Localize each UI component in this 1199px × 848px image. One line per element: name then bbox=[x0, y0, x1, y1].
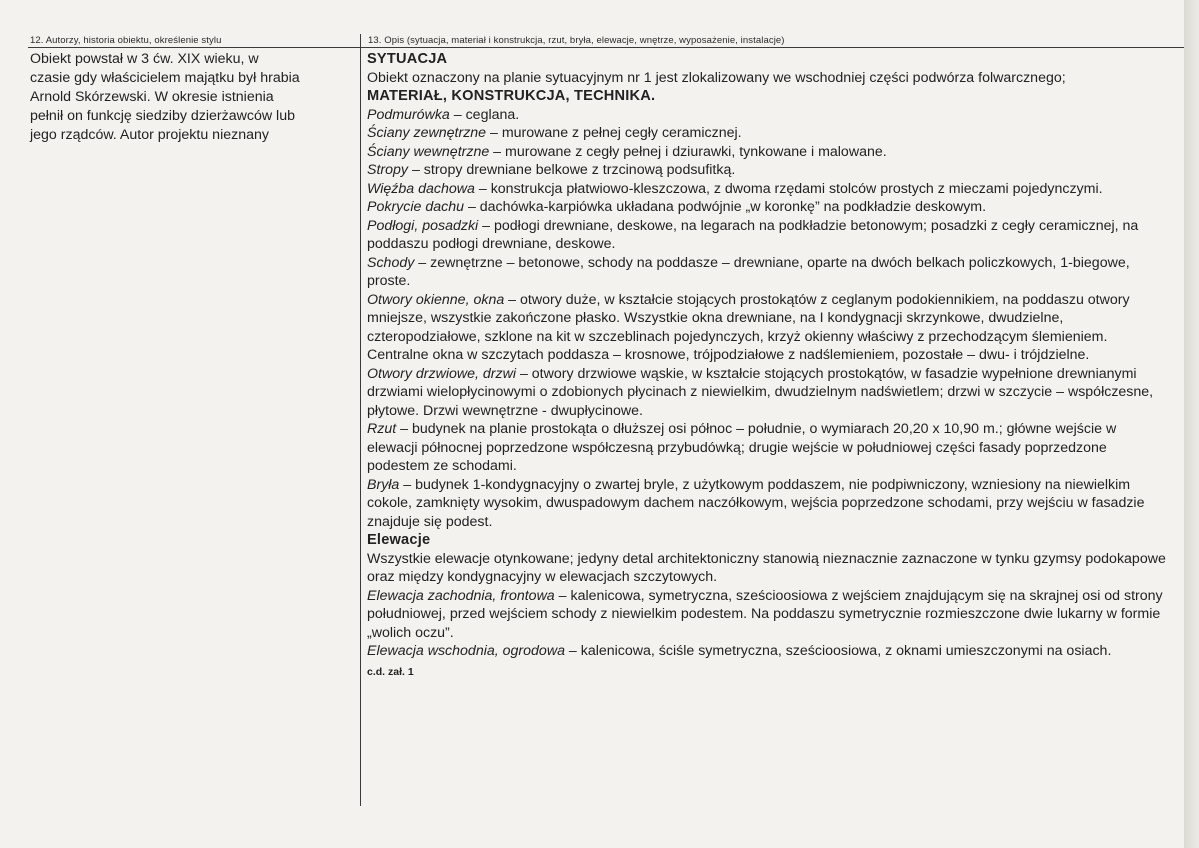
item-podmurowka bbox=[367, 106, 1167, 125]
item-text: – podłogi drewniane, deskowe, na legarach na podkładzie betonowym; posadzki z cegły ceramicznej, na poddaszu podłogi drewniane, deskowe. bbox=[367, 217, 1139, 252]
elewacje-text: Wszystkie elewacje otynkowane; jedyny detal architektoniczny stanowią nieznacznie zaznaczone w tynku gzymsy podokapowe oraz między kondygnacyjny w elewacjach szczytowych. bbox=[367, 550, 1166, 585]
item-drzwi bbox=[367, 365, 1167, 421]
item-term: Stropy bbox=[367, 162, 409, 178]
item-sciany-zewnetrzne bbox=[367, 124, 1167, 143]
item-wiezba bbox=[367, 180, 1167, 199]
column-divider bbox=[360, 34, 361, 806]
item-term: Ściany zewnętrzne bbox=[367, 125, 487, 141]
item-stropy bbox=[367, 161, 1167, 180]
material-heading: MATERIAŁ, KONSTRUKCJA, TECHNIKA. bbox=[367, 88, 656, 104]
history-line: czasie gdy właścicielem majątku był hrabia bbox=[30, 70, 300, 86]
item-text: – dachówka-karpiówka układana podwójnie „w koronkę” na podkładzie deskowym. bbox=[464, 199, 987, 215]
item-term: Bryła bbox=[367, 476, 400, 493]
column-header-right: 13. Opis (sytuacja, materiał i konstrukcja, rzut, bryła, elewacje, wnętrze, wyposażenie, instalacje) bbox=[368, 35, 785, 46]
item-text: – ceglana. bbox=[449, 106, 520, 123]
item-term: Podmurówka bbox=[367, 106, 450, 123]
history-column bbox=[30, 50, 330, 145]
item-bryla bbox=[367, 476, 1167, 532]
item-text: – kalenicowa, ściśle symetryczna, sześcioosiowa, z oknami umieszczonymi na osiach. bbox=[564, 643, 1112, 659]
page-edge bbox=[1184, 0, 1199, 848]
item-term: Otwory okienne, okna bbox=[367, 291, 505, 308]
item-pokrycie bbox=[367, 198, 1167, 217]
item-text: – otwory duże, w kształcie stojących prostokątów z ceglanym podokiennikiem, na poddaszu otwory mniejsze, wszystkie zakończone płasko. Wszystkie okna drewniane, na I kondygnacji skrzynkowe, dwudzielne, czteropodziałowe, szklone na kit w szczeblinach pojedynczych, krzyż okienny właściwy z przechodzącym ślemieniem. Centralne okna w szczytach poddasza – krosnowe, trójpodziałowe z nadślemieniem, pozostałe – dwu- i trójdzielne. bbox=[367, 291, 1130, 363]
item-term: Rzut bbox=[367, 421, 397, 437]
item-rzut bbox=[367, 420, 1167, 476]
history-line: jego rządców. Autor projektu nieznany bbox=[30, 127, 269, 143]
elewacje-heading: Elewacje bbox=[367, 532, 431, 548]
item-term: Schody bbox=[367, 254, 415, 271]
item-okna bbox=[367, 291, 1167, 365]
item-elewacja-wschodnia bbox=[367, 642, 1167, 661]
item-term: Elewacja wschodnia, ogrodowa bbox=[367, 643, 565, 659]
item-text: – murowane z cegły pełnej i dziurawki, tynkowane i malowane. bbox=[489, 143, 887, 160]
item-term: Ściany wewnętrzne bbox=[367, 143, 490, 160]
sytuacja-text: Obiekt oznaczony na planie sytuacyjnym nr 1 jest zlokalizowany we wschodniej części podwórza folwarcznego; bbox=[367, 69, 1066, 86]
item-term: Pokrycie dachu bbox=[367, 199, 464, 215]
item-text: – konstrukcja płatwiowo-kleszczowa, z dwoma rzędami stolców prostych z mieczami pojedynczymi. bbox=[474, 180, 1103, 197]
item-text: – budynek na planie prostokąta o dłuższej osi północ – południe, o wymiarach 20,20 x 10,90 m.; główne wejście w elewacji północnej poprzedzone współczesną przybudówką; drugie wejście w południowej części fasady poprzedzone podestem ze schodami. bbox=[367, 421, 1117, 474]
item-term: Elewacja zachodnia, frontowa bbox=[367, 587, 555, 604]
item-elewacja-zachodnia bbox=[367, 587, 1167, 643]
item-text: – budynek 1-kondygnacyjny o zwartej bryle, z użytkowym poddaszem, nie podpiwniczony, wzniesiony na niewielkim cokole, zamknięty wysokim, dwuspadowym dachem naczółkowym, wejścia poprzedzone schodami, przy wejściu w fasadzie znajduje się podest. bbox=[367, 476, 1145, 530]
item-text: – otwory drzwiowe wąskie, w kształcie stojących prostokątów, w fasadzie wypełnione drewnianymi drzwiami wielopłycinowymi o zdobionych płycinach z niewielkim, dwudzielnym nadświetlem; drzwi w szczycie – współczesne, płytowe. Drzwi wewnętrzne - dwupłycinowe. bbox=[367, 365, 1154, 419]
item-term: Więźba dachowa bbox=[367, 180, 475, 197]
history-line: pełnił on funkcję siedziby dzierżawców lub bbox=[30, 108, 295, 124]
item-term: Podłogi, posadzki bbox=[367, 217, 479, 234]
history-line: Obiekt powstał w 3 ćw. XIX wieku, w bbox=[30, 51, 259, 67]
continuation-note: c.d. zał. 1 bbox=[367, 665, 414, 678]
item-text: – murowane z pełnej cegły ceramicznej. bbox=[486, 125, 742, 141]
item-term: Otwory drzwiowe, drzwi bbox=[367, 365, 516, 382]
column-header-left: 12. Autorzy, historia obiektu, określenie stylu bbox=[30, 35, 222, 46]
history-line: Arnold Skórzewski. W okresie istnienia bbox=[30, 89, 274, 105]
item-podlogi bbox=[367, 217, 1167, 254]
item-text: – kalenicowa, symetryczna, sześcioosiowa z wejściem znajdującym się na skrajnej osi od strony południowej, przed wejściem schody z niewielkim podestem. Na poddaszu symetrycznie rozmieszczone dwie lukarny w formie „wolich oczu”. bbox=[367, 587, 1163, 641]
header-rule bbox=[28, 47, 1184, 48]
item-sciany-wewnetrzne bbox=[367, 143, 1167, 162]
item-text: – stropy drewniane belkowe z trzcinową podsufitką. bbox=[408, 162, 736, 178]
description-column bbox=[367, 50, 1167, 681]
item-schody bbox=[367, 254, 1167, 291]
item-text: – zewnętrzne – betonowe, schody na poddasze – drewniane, oparte na dwóch belkach policzkowych, 1-biegowe, proste. bbox=[367, 254, 1130, 289]
sytuacja-heading: SYTUACJA bbox=[367, 51, 448, 67]
